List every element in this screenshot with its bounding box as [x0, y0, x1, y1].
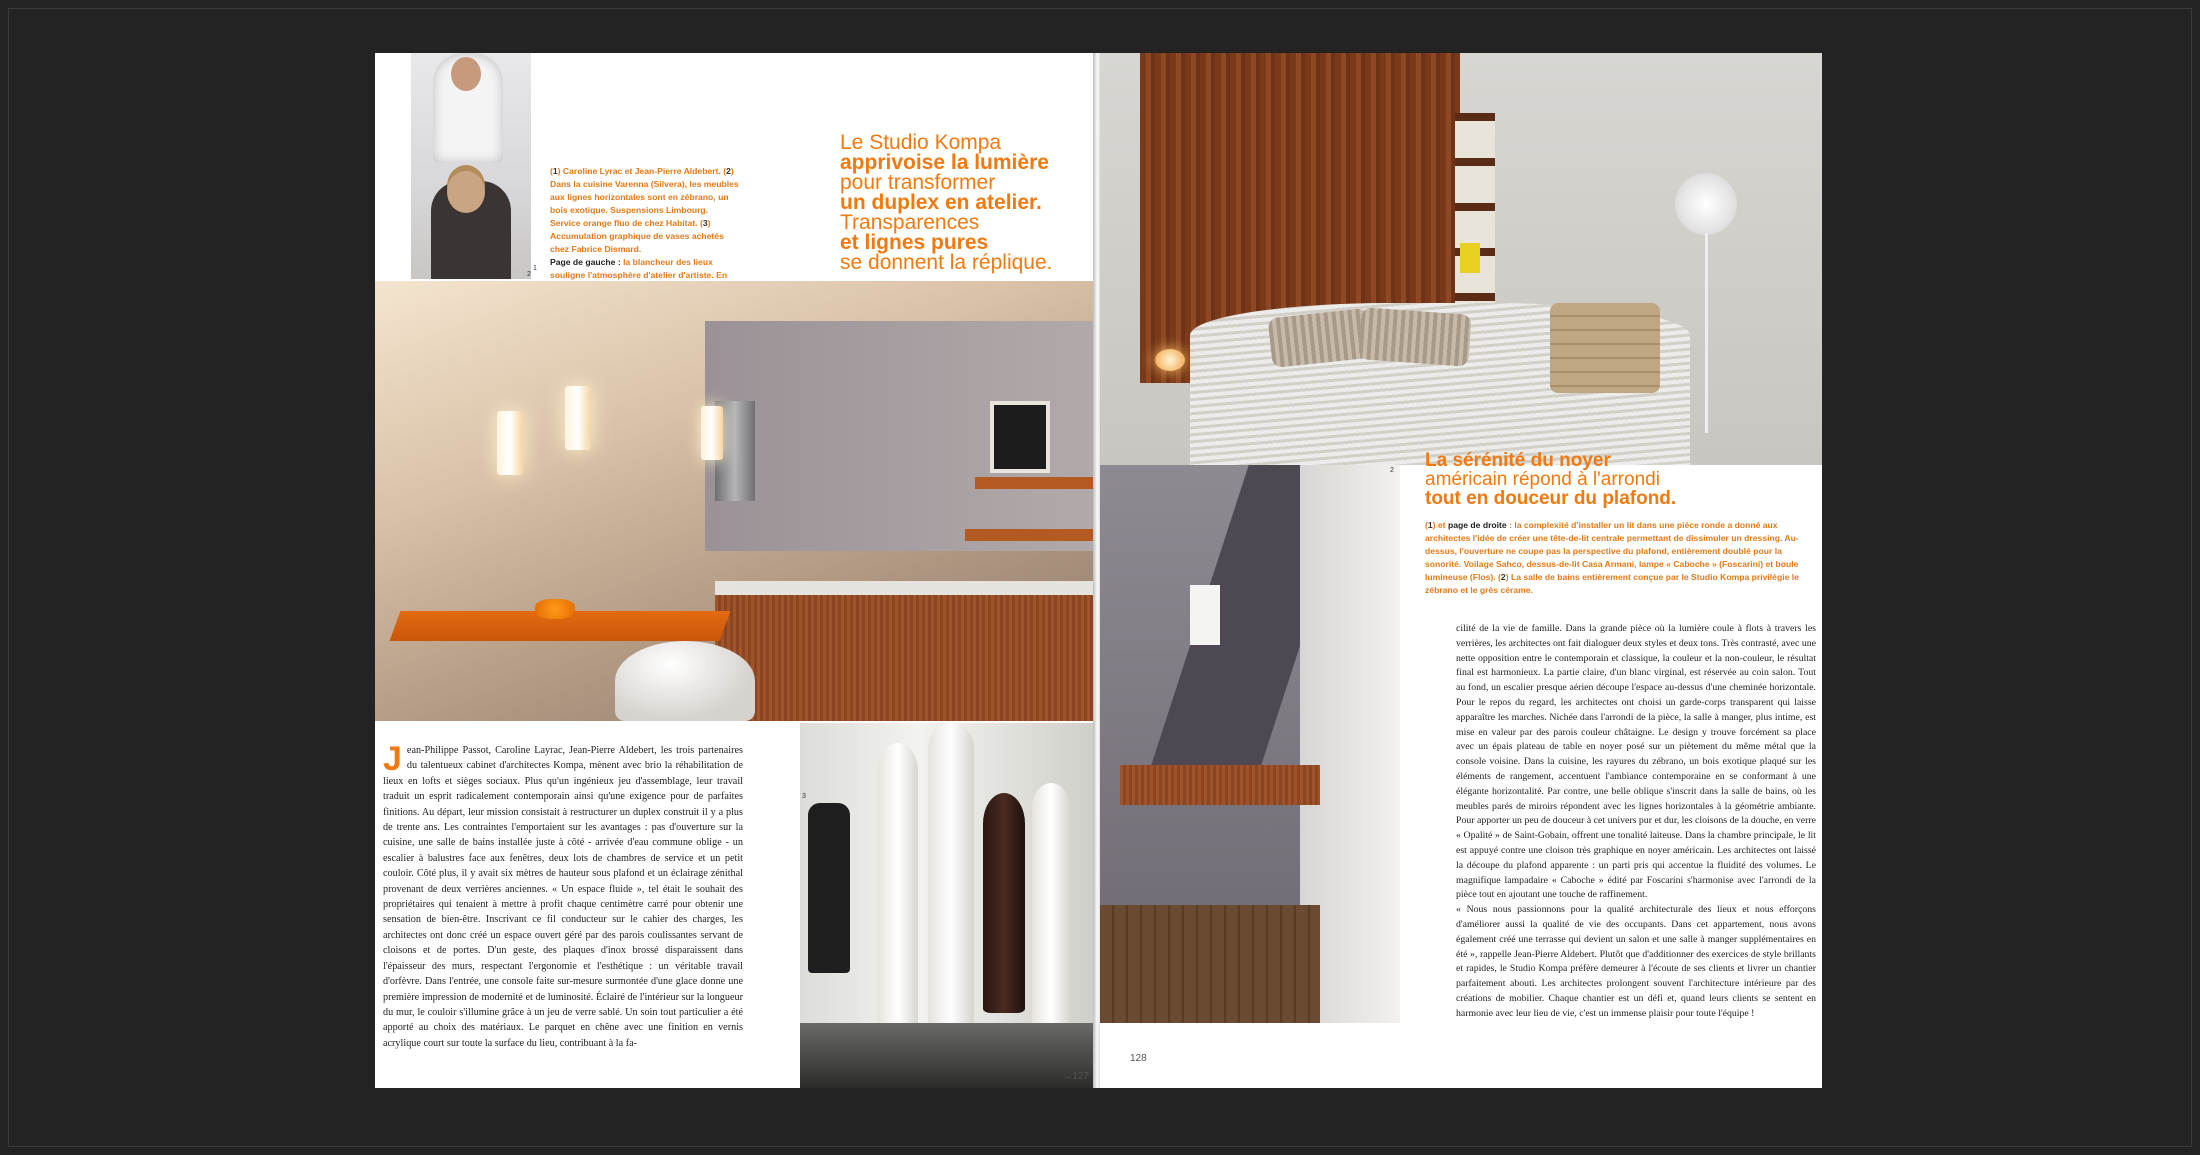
photo-number: 3 [802, 793, 806, 800]
caption-text: Caroline Lyrac et Jean-Pierre Aldebert. [562, 166, 721, 176]
black-vase [808, 803, 850, 973]
caption-number: 1 [1427, 520, 1433, 530]
body-paragraph: « Nous nous passionnons pour la qualité architecturale des lieux et nous efforçons d'améliorer aussi la qualité de vie des occupants. Dans cet appartement, nous avons également créé une terrasse qui devient un salon et une salle à manger supplémentaires en été », rappelle Jean-Pierre Aldebert. Plutôt que d'additionner des exercices de style brillants et rapides, le Studio Kompa préfère demeurer à l'écoute de ses clients et livrer un chantier parfaitement abouti. Les architectes prolongent souvent l'architecture intérieure par des créations de mobilier. Chaque chantier est un défi et, quand leurs clients se sentent en harmonie avec leur lieu de vie, c'est un immense plaisir pour toute l'équipe ! [1456, 904, 1816, 1019]
brown-bottle [983, 793, 1025, 1013]
page-number: →127 [1062, 1071, 1089, 1082]
counter-top [715, 581, 1095, 595]
caption-text: la blancheur des lieux souligne l'atmosphère d'atelier d'artiste. En [550, 257, 728, 280]
photo-number: 1 [533, 265, 537, 272]
framed-picture [990, 401, 1050, 473]
pendant-lamp [565, 386, 591, 450]
lamp-stand [1705, 233, 1708, 433]
headline-line: Transparences [840, 211, 980, 234]
left-page [375, 53, 1095, 1088]
pendant-lamp [701, 406, 723, 460]
headline-line: se donnent la réplique. [840, 251, 1053, 274]
bedroom-photo [1100, 53, 1822, 465]
caption-page-label: Page de gauche : [550, 257, 621, 267]
caption-text: : la complexité d'installer un lit dans une pièce ronde a donné aux architectes l'idée de créer une tête-de-lit centrale permettant de dissimuler un dressing. Au-dessus, l'ouverture ne coupe pas la perspective du plafond, entièrement doublé pour la sonorité. Voilage Sahco, dessus-de-lit Casa Armani, lampe « Caboche » (Foscarini) et boule lumineuse (Flos). [1425, 520, 1799, 582]
white-chairs [615, 641, 755, 721]
photo-captions: (1) Caroline Lyrac et Jean-Pierre Aldebert. (2) Dans la cuisine Varenna (Silvera), les meubles aux lignes horizontales sont en zébrano, un bois exotique. Suspensions Limbourg. Service orange fluo de chez Habitat. (3) Accumulation graphique de vases achetés chez Fabrice Dismard. Page de gauche : la blancheur des lieux souligne l'atmosphère d'atelier d'artiste. En [550, 165, 740, 347]
vases-photo [800, 723, 1095, 1088]
yellow-books [1460, 243, 1480, 273]
caption-text: La salle de bains entièrement conçue par le Studio Kompa privilégie le zébrano et le grès cérame. [1425, 572, 1799, 595]
caption-number: 3 [702, 218, 708, 228]
page-number-value: 127 [1072, 1071, 1089, 1082]
zebrano-cabinets [715, 595, 1095, 721]
headline-line: La sérénité du noyer [1425, 450, 1611, 471]
article-body [383, 740, 743, 1051]
man-head [451, 57, 481, 91]
pillow [1268, 308, 1373, 368]
pillow [1358, 307, 1471, 367]
body-paragraph: cilité de la vie de famille. Dans la grande pièce où la lumière coule à flots à travers les verrières, les architectes ont fait dialoguer deux styles et deux tons. Très contrasté, avec une nette opposition entre le contemporain et classique, la couleur et la non-couleur, le résultat final est harmonieux. La partie claire, d'un blanc virginal, est réservée au coin salon. Tout au fond, un escalier presque aérien découpe l'espace au-dessus d'une cheminée horizontale. Pour le repos du regard, les architectes ont choisi un garde-corps transparent qui laisse apparaître les marches. Nichée dans l'arrondi de la pièce, la salle à manger, plus intime, est mise en valeur par des parois couleur châtaigne. Le design y trouve forcément sa place avec un épais plateau de table en noyer posé sur un piètement du même métal que la console voisine. Dans la cuisine, les rayures du zébrano, un bois exotique plaqué sur les éléments de rangement, accentuent l'ambiance contemporaine en se conformant à une élégante horizontalité. Par contre, une belle oblique s'inscrit dans la salle de bains, où les meubles parés de miroirs répondent avec les lignes horizontales à la géométrie ambiante. Pour apporter un peu de douceur à cet univers pur et dur, les cloisons de la douche, en verre « Opalité » de Saint-Gobain, offrent une tonalité laiteuse. Dans la chambre principale, le lit est appuyé contre une cloison très graphique en noyer américain. Les architectes ont laissé la découpe du plafond apparente : un parti pris qui accentue la fluidité des volumes. Le magnifique lampadaire « Caboche » édité par Foscarini s'harmonise avec l'arrondi de la pièce tout en ajoutant une touche de raffinement. [1456, 623, 1816, 901]
wood-shelf [965, 529, 1095, 541]
barcelona-chair [1550, 303, 1660, 393]
caption-text: et [1437, 520, 1446, 530]
caption-number: 2 [726, 166, 731, 176]
headline-line: américain répond à l'arrondi [1425, 469, 1660, 490]
white-bottle [1032, 783, 1070, 1033]
bathroom-photo [1100, 465, 1400, 1023]
woman-head [447, 171, 485, 213]
tiled-floor [1100, 905, 1320, 1023]
photo-number: 2 [1390, 467, 1394, 474]
bedside-lamp [1155, 349, 1185, 371]
article-body-right [1456, 622, 1816, 1022]
page-number [1130, 1053, 1147, 1064]
caption-page-label: page de droite [1447, 520, 1507, 530]
zebrano-vanity [1120, 765, 1320, 805]
drop-cap: J [383, 740, 402, 778]
caption-text: Accumulation graphique de vases achetés chez Fabrice Dismard. [550, 231, 724, 254]
headline-line: pour transformer [840, 171, 996, 194]
photo-number: 2 [527, 271, 531, 278]
caption-text: Dans la cuisine Varenna (Silvera), les meubles aux lignes horizontales sont en zébrano, un bois exotique. Suspensions Limbourg. Service orange fluo de chez Habitat. [550, 179, 739, 228]
caption-number: 2 [1500, 572, 1506, 582]
pendant-lamp [497, 411, 523, 475]
headline-line: apprivoise la lumière [840, 151, 1049, 174]
photo-captions-right: (1) et page de droite : la complexité d'installer un lit dans une pièce ronde a donné aux architectes l'idée de créer une tête-de-lit centrale permettant de dissimuler un dressing. Au-dessus, l'ouverture ne coupe pas la perspective du plafond, entièrement doublé pour la sonorité. Voilage Sahco, dessus-de-lit Casa Armani, lampe « Caboche » (Foscarini) et boule lumineuse (Flos). (2) La salle de bains entièrement conçue par le Studio Kompa privilégie le zébrano et le grès cérame. [1425, 520, 1799, 595]
page-number-value: 128 [1130, 1053, 1147, 1064]
body-paragraph: ean-Philippe Passot, Caroline Layrac, Jean-Pierre Aldebert, les trois partenaires du talentueux cabinet d'architectes Kompa, mènent avec brio la réhabilitation de lieux en lofts et sièges sociaux. Plus qu'un ingénieux jeu d'assemblage, leur travail traduit un esprit radicalement contemporain ainsi qu'une exigence pour de parfaites finitions. Au départ, leur mission consistait à restructurer un duplex construit il y a plus de trente ans. Les contraintes l'emportaient sur les avantages : pas d'ouverture sur la cuisine, une salle de bains installée juste à côté - arrivée d'eau commune oblige - un escalier à balustres face aux fenêtres, deux lots de chambres de service et un petit couloir. Côté plus, il y avait six mètres de hauteur sous plafond et un éclairage zénithal provenant de deux verrières anciennes. « Un espace fluide », tel était le souhait des propriétaires qui tenaient à mettre à profit chaque centimètre carré pour obtenir une sensation de bien-être. Inscrivant ce fil conducteur sur le cahier des charges, les architectes ont donc créé un espace ouvert géré par des parois coulissantes servant de cloisons et de portes. D'un geste, des plaques d'inox brossé disparaissent dans l'épaisseur des murs, respectant l'ergonomie et l'esthétique : un véritable travail d'orfèvre. Dans l'entrée, une console faite sur-mesure surmontée d'une glace donne une première impression de modernité et de luminosité. Éclairé de l'intérieur sur la longueur du mur, le couloir s'illumine grâce à un jeu de verre sablé. Un soin tout particulier a été apporté au choix des matériaux. Le parquet en chêne avec une finition en vernis acrylique court sur toute la surface du lieu, contribuant à la fa- [383, 745, 743, 1049]
headline-line: tout en douceur du plafond. [1425, 488, 1677, 509]
caboche-floor-lamp [1675, 173, 1737, 235]
caption-number: 1 [552, 166, 558, 176]
white-bottle [878, 743, 918, 1033]
headline [840, 133, 1095, 273]
orange-fruit-bowl [535, 599, 575, 619]
dark-table-base [800, 1023, 1095, 1088]
headline-line: et lignes pures [840, 231, 989, 254]
headline-line: Le Studio Kompa [840, 131, 1002, 154]
wood-shelf [975, 477, 1095, 489]
headline-right [1425, 451, 1815, 508]
portrait-photo [411, 53, 531, 279]
right-page [1100, 53, 1822, 1088]
shelving-unit [1455, 113, 1495, 313]
headline-line: un duplex en atelier. [840, 191, 1042, 214]
white-bottle [928, 723, 974, 1043]
kitchen-photo [375, 271, 1095, 721]
window-light [1190, 585, 1220, 645]
